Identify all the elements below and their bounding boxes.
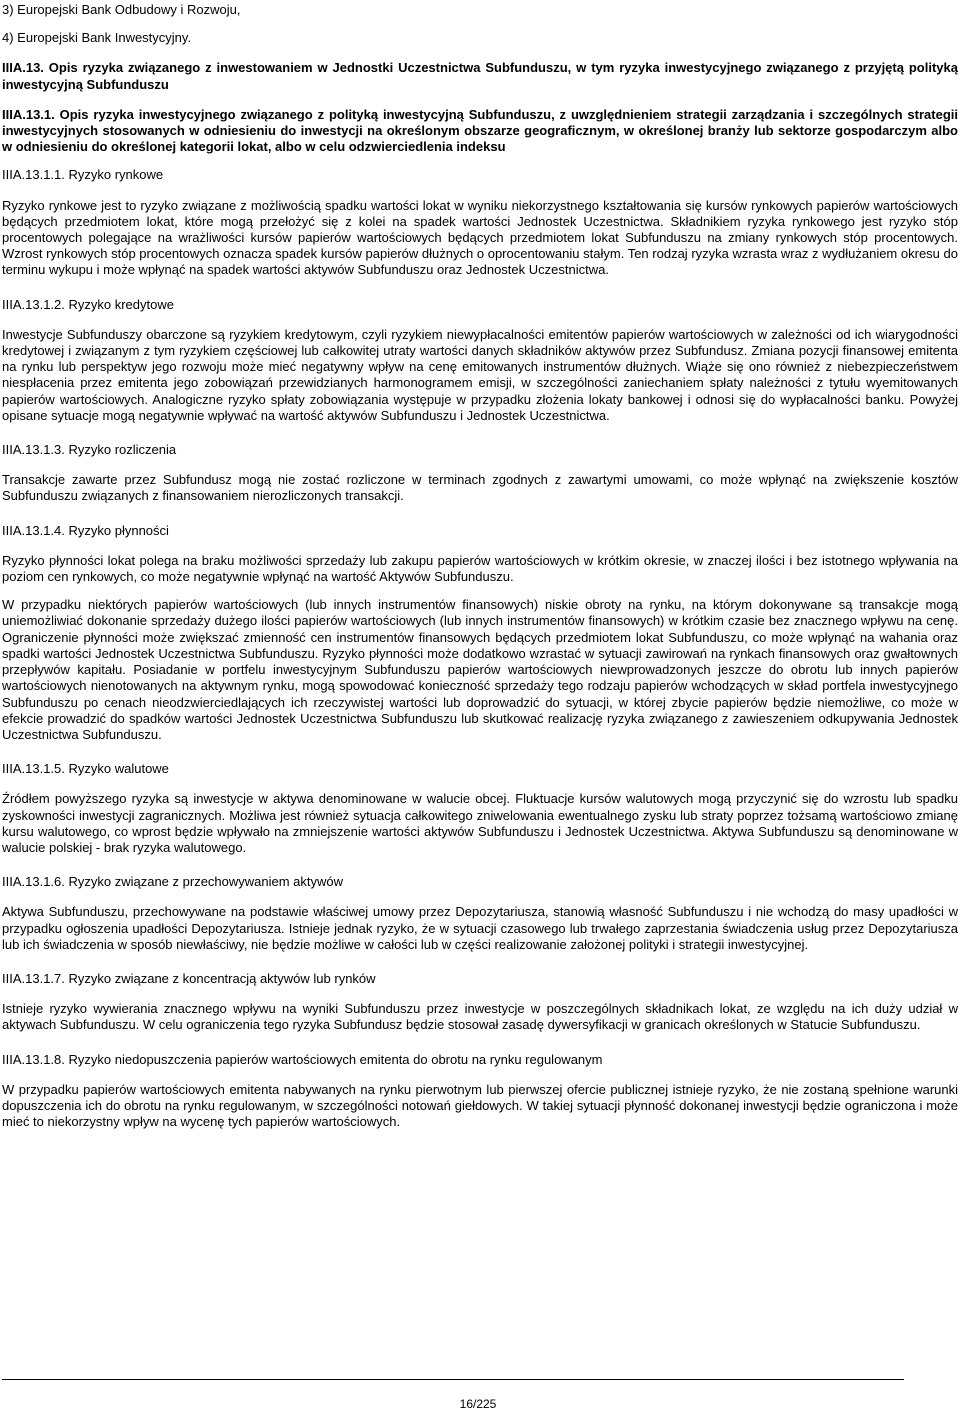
section-title: IIIA.13.1.2. Ryzyko kredytowe [2, 296, 174, 312]
paragraph: Ryzyko płynności lokat polega na braku możliwości sprzedaży lub zakupu papierów wartościowych w krótkim okresie, w znaczej ilości i bez istotnego wpływania na poziom cen rynkowych, co może negatywnie wpłynąć na wartość Aktywów Subfunduszu. [2, 552, 958, 585]
paragraph: Transakcje zawarte przez Subfundusz mogą nie zostać rozliczone w terminach zgodnych z zawartymi umowami, co może wpłynąć na zwiększenie kosztów Subfunduszu związanych z finansowaniem nierozliczonych transakcji. [2, 472, 958, 504]
subsection-heading: IIIA.13.1. Opis ryzyka inwestycyjnego związanego z polityką inwestycyjną Subfunduszu, z uwzględnieniem strategii zarządzania i szczególnych strategii inwestycyjnych stosowanych w odniesieniu do inwestycji na określonym obszarze geograficznym, w określonej branży lub sektorze gospodarczym albo w odniesieniu do określonej kategorii lokat, albo w celu odzwierciedlenia indeksu [2, 106, 958, 155]
section-title: IIIA.13.1.3. Ryzyko rozliczenia [2, 442, 177, 458]
paragraph: W przypadku niektórych papierów wartościowych (lub innych instrumentów finansowych) niskie obroty na rynku, na którym dokonywane są transakcje mogą uniemożliwiać dokonanie sprzedaży dużego ilości papierów wartościowych (lub innych instrumentów finansowych) w krótkim czasie bez znacznego wpływu na cenę. Ograniczenie płynności może zwiększać zmienność cen instrumentów finansowych będących przedmiotem lokat Subfunduszu, co może wpłynąć na wahania oraz spadki wartości Jednostek Uczestnictwa Subfunduszu. Ryzyko płynności może dodatkowo wzrastać w sytuacji zawirowań na rynkach finansowych oraz gwałtownych przepływów kapitału. Posiadanie w portfelu inwestycyjnym Subfunduszu papierów wartościowych niewprowadzonych jeszcze do obrotu lub innych papierów wartościowych nienotowanych na aktywnym rynku, mogą spowodować konieczność sprzedaży tego rodzaju papierów wchodzących w skład portfela inwestycyjnego Subfunduszu po cenach nieodzwierciedlających ich rzeczywistej wartości lub doprowadzić do sytuacji, w której zbycie papierów będzie niemożliwe, co może w efekcie prowadzić do spadków wartości Jednostek Uczestnictwa Subfunduszu lub skutkować realizację ryzyka związanego z zawieszeniem odkupywania Jednostek Uczestnictwa Subfunduszu. [2, 597, 958, 742]
paragraph: Aktywa Subfunduszu, przechowywane na podstawie właściwej umowy przez Depozytariusza, stanowią własność Subfunduszu i nie wchodzą do masy upadłości w przypadku ogłoszenia upadłości Depozytariusza. Istnieje jednak ryzyko, że w sytuacji czasowego lub trwałego zaprzestania świadczenia usług przez Depozytariusza lub ich świadczenia w sposób niewłaściwy, nie będzie możliwe w całości lub w części realizowanie założonej polityki i strategii inwestycyjnej. [2, 904, 958, 952]
section-title: IIIA.13.1.8. Ryzyko niedopuszczenia papierów wartościowych emitenta do obrotu na rynku regulowanym [2, 1051, 603, 1067]
paragraph: Źródłem powyższego ryzyka są inwestycje w aktywa denominowane w walucie obcej. Fluktuacje kursów walutowych mogą przyczynić się do wzrostu lub spadku zyskowności inwestycji zagranicznych. Możliwa jest również sytuacja całkowitego zniwelowania ewentualnego zysku lub straty poprzez tożsamą wartościowo zmianę kursu walutowego, co wprost będzie wpływało na zmniejszenie wartości aktywów Subfunduszu i Jednostek Uczestnictwa. Aktywa Subfunduszu są denominowane w walucie polskiej - brak ryzyka walutowego. [2, 791, 958, 855]
page-number: 16/225 [459, 1397, 497, 1411]
paragraph: W przypadku papierów wartościowych emitenta nabywanych na rynku pierwotnym lub pierwszej ofercie publicznej istnieje ryzyko, że nie zostaną spełnione warunki dopuszczenia ich do obrotu na rynku regulowanym, w szczególności notowań giełdowych. W takiej sytuacji płynność dokonanej inwestycji będzie ograniczona i może mieć to niekorzystny wpływ na wycenę tych papierów wartościowych. [2, 1081, 958, 1130]
paragraph: Inwestycje Subfunduszy obarczone są ryzykiem kredytowym, czyli ryzykiem niewypłacalności emitentów papierów wartościowych w zależności od ich wiarygodności kredytowej i związanym z tym ryzykiem częściowej lub całkowitej utraty wartości danych składników aktywów przez Subfundusz. Zmiana pozycji finansowej emitenta na rynku lub perspektyw jego rozwoju może mieć negatywny wpływ na cenę emitowanych instrumentów dłużnych. Wiąże się ono również z niebezpieczeństwem niespłacenia przez emitenta jego zobowiązań przewidzianych harmonogramem emisji, w szczególności zaniechaniem spłaty należności z tytułu wyemitowanych papierów wartościowych. Analogiczne ryzyko spłaty zobowiązania występuje w przypadku złożenia lokaty bankowej i odnosi się do wypłacalności banku. Powyżej opisane sytuacje mogą negatywnie wpływać na wartość aktywów Subfunduszu i Jednostek Uczestnictwa. [2, 326, 958, 423]
section-title: IIIA.13.1.1. Ryzyko rynkowe [2, 167, 164, 183]
footer-divider [2, 1379, 904, 1380]
section-heading: IIIA.13. Opis ryzyka związanego z inwestowaniem w Jednostki Uczestnictwa Subfunduszu, w tym ryzyka inwestycyjnego związanego z przyjętą polityką inwestycyjną Subfunduszu [2, 60, 958, 92]
paragraph: Ryzyko rynkowe jest to ryzyko związane z możliwością spadku wartości lokat w wyniku niekorzystnego kształtowania się kursów rynkowych papierów wartościowych będących przedmiotem lokat, które mogą przełożyć się z kolei na spadek wartości Jednostek Uczestnictwa. Składnikiem ryzyka rynkowego jest ryzyko stóp procentowych polegające na wrażliwości kursów papierów wartościowych będących przedmiotem lokat Subfunduszu na zmiany rynkowych stóp procentowych. Wzrost rynkowych stóp procentowych oznacza spadek kursów papierów dłużnych o oprocentowaniu stałym. Ten rodzaj ryzyka wzrasta wraz z wydłużaniem okresu do terminu wykupu i może wpłynąć na spadek wartości aktywów Subfunduszu oraz Jednostek Uczestnictwa. [2, 197, 958, 278]
list-item: 3) Europejski Bank Odbudowy i Rozwoju, [2, 2, 241, 17]
section-title: IIIA.13.1.7. Ryzyko związane z koncentracją aktywów lub rynków [2, 970, 376, 986]
paragraph: Istnieje ryzyko wywierania znacznego wpływu na wyniki Subfunduszu przez inwestycje w poszczególnych składnikach lokat, ze względu na ich duży udział w aktywach Subfunduszu. W celu ograniczenia tego ryzyka Subfundusz będzie stosował zasadę dywersyfikacji w granicach określonych w Statucie Subfunduszu. [2, 1001, 958, 1033]
document-content [2, 2, 958, 1130]
section-title: IIIA.13.1.5. Ryzyko walutowe [2, 761, 169, 777]
list-item: 4) Europejski Bank Inwestycyjny. [2, 30, 192, 46]
section-title: IIIA.13.1.4. Ryzyko płynności [2, 522, 169, 538]
section-title: IIIA.13.1.6. Ryzyko związane z przechowywaniem aktywów [2, 874, 344, 890]
